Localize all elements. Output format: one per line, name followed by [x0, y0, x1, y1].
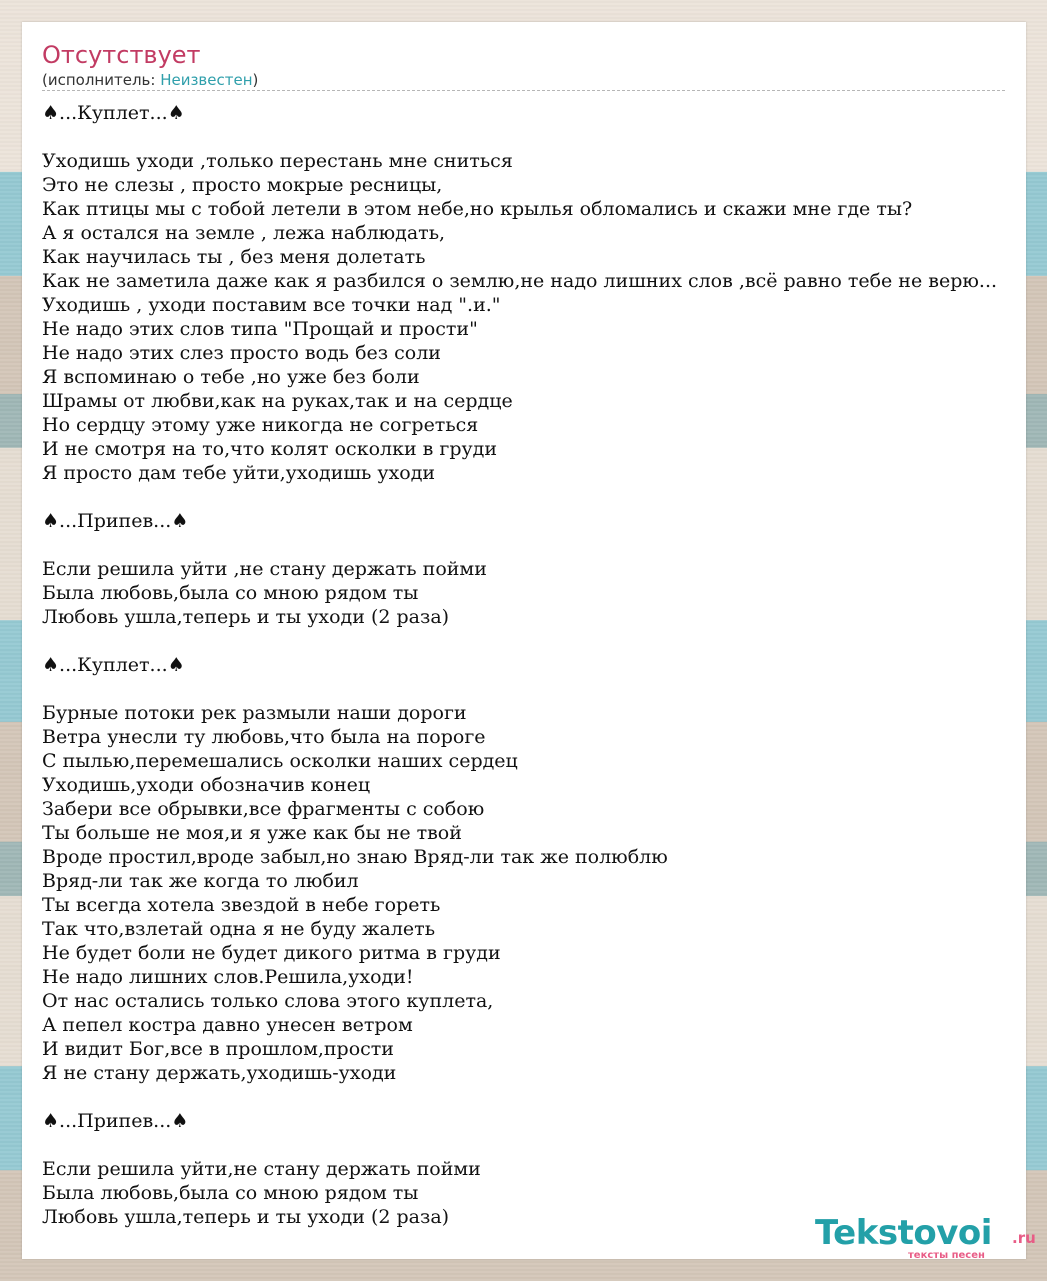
- artist-prefix: (исполнитель:: [42, 71, 161, 89]
- lyric-line: И видит Бог,все в прошлом,прости: [42, 1038, 394, 1060]
- lyric-line: Была любовь,была со мною рядом ты: [42, 582, 419, 604]
- lyric-line: Так что,взлетай одна я не буду жалеть: [42, 918, 436, 940]
- lyric-line: [42, 533, 1047, 557]
- lyric-line: Не надо лишних слов.Решила,уходи!: [42, 966, 414, 988]
- logo-wordmark: Tekstovoi: [815, 1213, 992, 1253]
- lyric-line: ♠...Припев...♠: [42, 510, 189, 532]
- lyric-line: [42, 125, 1047, 149]
- logo-domain: .ru: [1012, 1229, 1036, 1247]
- lyric-line: [42, 485, 1047, 509]
- lyric-line: От нас остались только слова этого куплета,: [42, 990, 494, 1012]
- lyric-line: Ветра унесли ту любовь,что была на пороге: [42, 726, 486, 748]
- lyric-line: Бурные потоки рек размыли наши дороги: [42, 702, 467, 724]
- lyric-line: И не смотря на то,что колят осколки в груди: [42, 438, 498, 460]
- lyric-line: Ты всегда хотела звездой в небе гореть: [42, 894, 441, 916]
- lyric-line: ♠...Куплет...♠: [42, 102, 185, 124]
- lyric-line: Это не слезы , просто мокрые ресницы,: [42, 174, 443, 196]
- song-title: Отсутствует: [42, 41, 201, 69]
- lyric-line: [42, 1085, 1047, 1109]
- lyric-line: [42, 1133, 1047, 1157]
- lyric-line: А я остался на земле , лежа наблюдать,: [42, 222, 446, 244]
- lyric-line: Не будет боли не будет дикого ритма в груди: [42, 942, 501, 964]
- artist-link[interactable]: Неизвестен: [160, 71, 253, 89]
- lyric-line: ♠...Куплет...♠: [42, 654, 185, 676]
- lyric-line: Как научилась ты , без меня долетать: [42, 246, 426, 268]
- lyric-line: Как не заметила даже как я разбился о землю,не надо лишних слов ,всё равно тебе не верю...: [42, 270, 998, 292]
- logo-tagline: тексты песен: [908, 1250, 985, 1261]
- lyric-line: А пепел костра давно унесен ветром: [42, 1014, 413, 1036]
- artist-suffix: ): [252, 71, 259, 89]
- lyric-line: Вряд-ли так же когда то любил: [42, 870, 359, 892]
- lyric-line: Вроде простил,вроде забыл,но знаю Вряд-ли так же полюблю: [42, 846, 668, 868]
- lyric-line: Не надо этих слез просто водь без соли: [42, 342, 441, 364]
- lyric-line: Шрамы от любви,как на руках,так и на сердце: [42, 390, 513, 412]
- lyric-line: Как птицы мы с тобой летели в этом небе,но крылья обломались и скажи мне где ты?: [42, 198, 913, 220]
- lyric-line: Любовь ушла,теперь и ты уходи (2 раза): [42, 1206, 450, 1228]
- lyric-line: Я просто дам тебе уйти,уходишь уходи: [42, 462, 436, 484]
- lyrics-text: [42, 101, 1047, 1229]
- lyric-line: Я не стану держать,уходишь-уходи: [42, 1062, 397, 1084]
- lyric-line: Любовь ушла,теперь и ты уходи (2 раза): [42, 606, 450, 628]
- lyric-line: Уходишь,уходи обозначив конец: [42, 774, 371, 796]
- lyrics-card: [22, 22, 1036, 1261]
- lyric-line: Уходишь уходи ,только перестань мне сниться: [42, 150, 513, 172]
- lyric-line: Не надо этих слов типа "Прощай и прости": [42, 318, 478, 340]
- lyric-line: [42, 677, 1047, 701]
- lyric-line: Я вспоминаю о тебе ,но уже без боли: [42, 366, 420, 388]
- site-logo[interactable]: [815, 1213, 1036, 1261]
- lyric-line: Уходишь , уходи поставим все точки над ".и.": [42, 294, 501, 316]
- lyric-line: Забери все обрывки,все фрагменты с собою: [42, 798, 485, 820]
- lyric-line: Была любовь,была со мною рядом ты: [42, 1182, 419, 1204]
- lyric-line: [42, 629, 1047, 653]
- lyric-line: Если решила уйти,не стану держать пойми: [42, 1158, 481, 1180]
- lyric-line: С пылью,перемешались осколки наших сердец: [42, 750, 518, 772]
- lyric-line: Если решила уйти ,не стану держать пойми: [42, 558, 487, 580]
- lyric-line: Ты больше не моя,и я уже как бы не твой: [42, 822, 462, 844]
- lyric-line: ♠...Припев...♠: [42, 1110, 189, 1132]
- artist-line: [42, 71, 1005, 91]
- lyric-line: Но сердцу этому уже никогда не согреться: [42, 414, 479, 436]
